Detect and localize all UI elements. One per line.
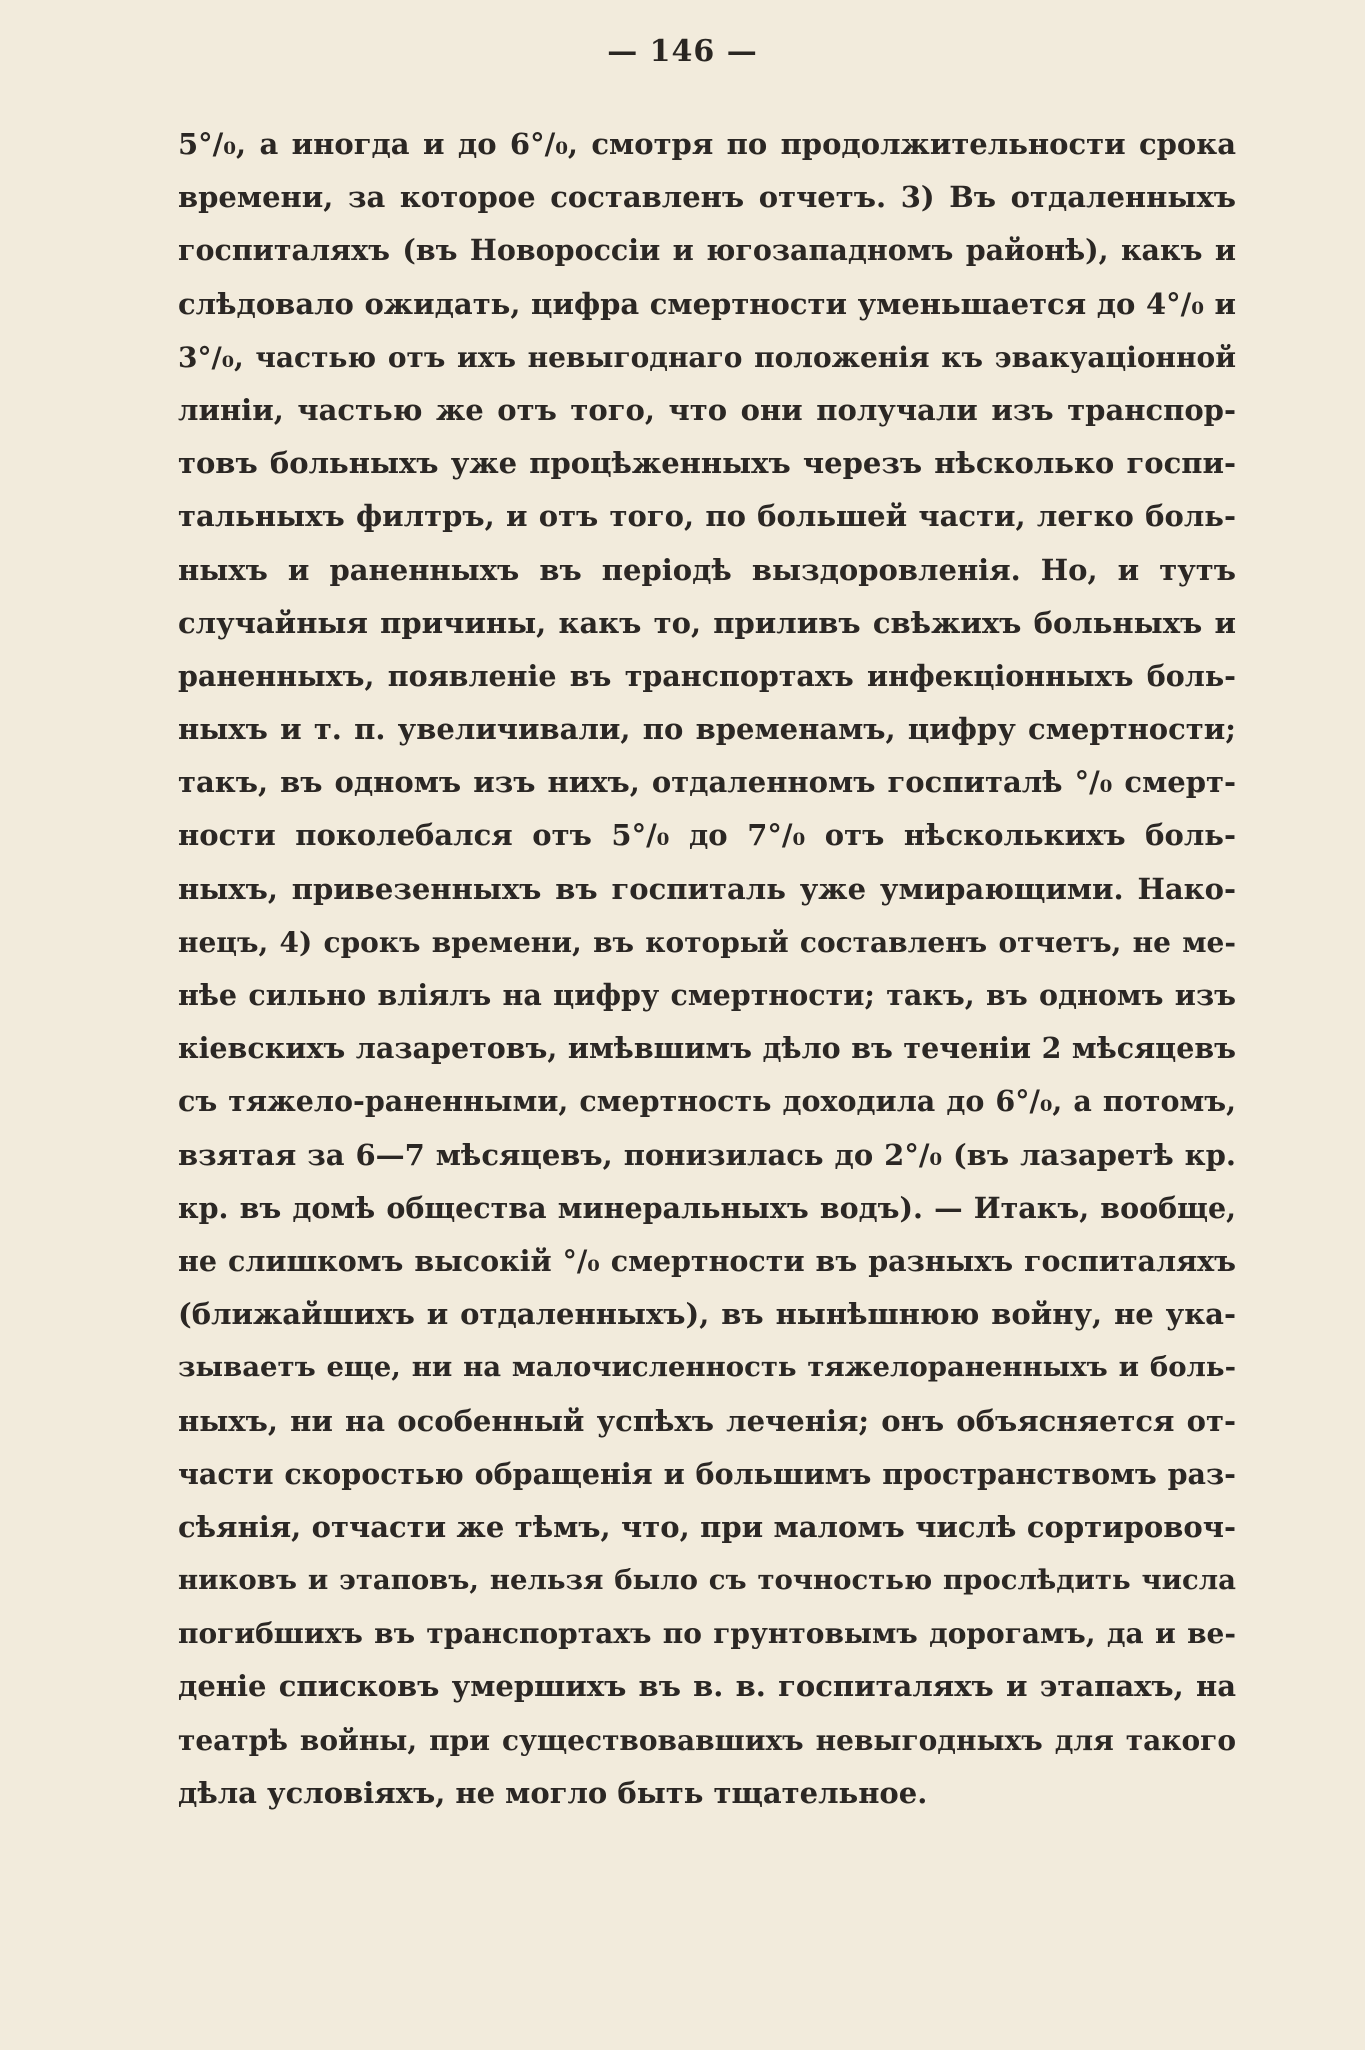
body-text — [178, 118, 1236, 1820]
text-line: тальныхъ филтръ, и отъ того, по большей части, легко боль- — [178, 499, 1236, 534]
text-line: слѣдовало ожидать, цифра смертности уменьшается до 4°/₀ и — [178, 286, 1236, 321]
text-line: сѣянiя, отчасти же тѣмъ, что, при маломъ числѣ сортировоч- — [178, 1509, 1236, 1544]
text-line: части скоростью обращенiя и большимъ пространствомъ раз- — [178, 1456, 1236, 1491]
text-line: зываетъ еще, ни на малочисленность тяжелораненныхъ и боль- — [178, 1351, 1236, 1384]
text-line: никовъ и этаповъ, нельзя было съ точностью прослѣдить числа — [178, 1564, 1236, 1597]
text-line: кiевскихъ лазаретовъ, имѣвшимъ дѣло въ теченiи 2 мѣсяцевъ — [178, 1031, 1236, 1066]
text-line: ности поколебался отъ 5°/₀ до 7°/₀ отъ нѣсколькихъ боль- — [178, 818, 1236, 853]
text-line: театрѣ войны, при существовавшихъ невыгодныхъ для такого — [178, 1723, 1236, 1757]
text-line: линiи, частью же отъ того, что они получали изъ транспор- — [178, 392, 1236, 427]
text-line: ныхъ и т. п. увеличивали, по временамъ, цифру смертности; — [178, 712, 1236, 747]
text-line: госпиталяхъ (въ Новороссiи и югозападномъ районѣ), какъ и — [178, 233, 1236, 268]
text-line: кр. въ домѣ общества минеральныхъ водъ). — Итакъ, вообще, — [178, 1190, 1236, 1225]
text-line: не слишкомъ высокiй °/₀ смертности въ разныхъ госпиталяхъ — [178, 1243, 1236, 1278]
text-line: 5°/₀, а иногда и до 6°/₀, смотря по продолжительности срока — [178, 127, 1236, 161]
text-line: съ тяжело-раненными, смертность доходила до 6°/₀, а потомъ, — [178, 1084, 1236, 1119]
text-line: 3°/₀, частью отъ ихъ невыгоднаго положенiя къ эвакуацiонной — [178, 340, 1236, 374]
page-number: — 146 — — [607, 34, 758, 69]
text-line: денiе списковъ умершихъ въ в. в. госпиталяхъ и этапахъ, на — [178, 1669, 1236, 1704]
text-line: ныхъ, привезенныхъ въ госпиталь уже умирающими. Нако- — [178, 871, 1236, 906]
text-line: дѣла условiяхъ, не могло быть тщательное. — [178, 1775, 928, 1810]
text-line: (ближайшихъ и отдаленныхъ), въ нынѣшнюю войну, не ука- — [178, 1297, 1236, 1332]
text-line: такъ, въ одномъ изъ нихъ, отдаленномъ госпиталѣ °/₀ смерт- — [178, 765, 1236, 800]
text-line: ныхъ и раненныхъ въ перiодѣ выздоровленiя. Но, и тутъ — [178, 552, 1236, 587]
text-line: погибшихъ въ транспортахъ по грунтовымъ дорогамъ, да и ве- — [178, 1617, 1236, 1651]
text-line: нѣе сильно влiялъ на цифру смертности; такъ, въ одномъ изъ — [178, 978, 1236, 1012]
text-line: случайныя причины, какъ то, приливъ свѣжихъ больныхъ и — [178, 605, 1236, 640]
text-line: нецъ, 4) срокъ времени, въ который составленъ отчетъ, не ме- — [178, 925, 1236, 959]
text-line: товъ больныхъ уже процѣженныхъ черезъ нѣсколько госпи- — [178, 446, 1236, 481]
text-line: взятая за 6—7 мѣсяцевъ, понизилась до 2°/₀ (въ лазаретѣ кр. — [178, 1137, 1236, 1172]
text-line: ныхъ, ни на особенный успѣхъ леченiя; онъ объясняется от- — [178, 1403, 1236, 1438]
text-line: времени, за которое составленъ отчетъ. 3) Въ отдаленныхъ — [178, 180, 1236, 215]
text-line: раненныхъ, появленiе въ транспортахъ инфекцiонныхъ боль- — [178, 658, 1236, 693]
